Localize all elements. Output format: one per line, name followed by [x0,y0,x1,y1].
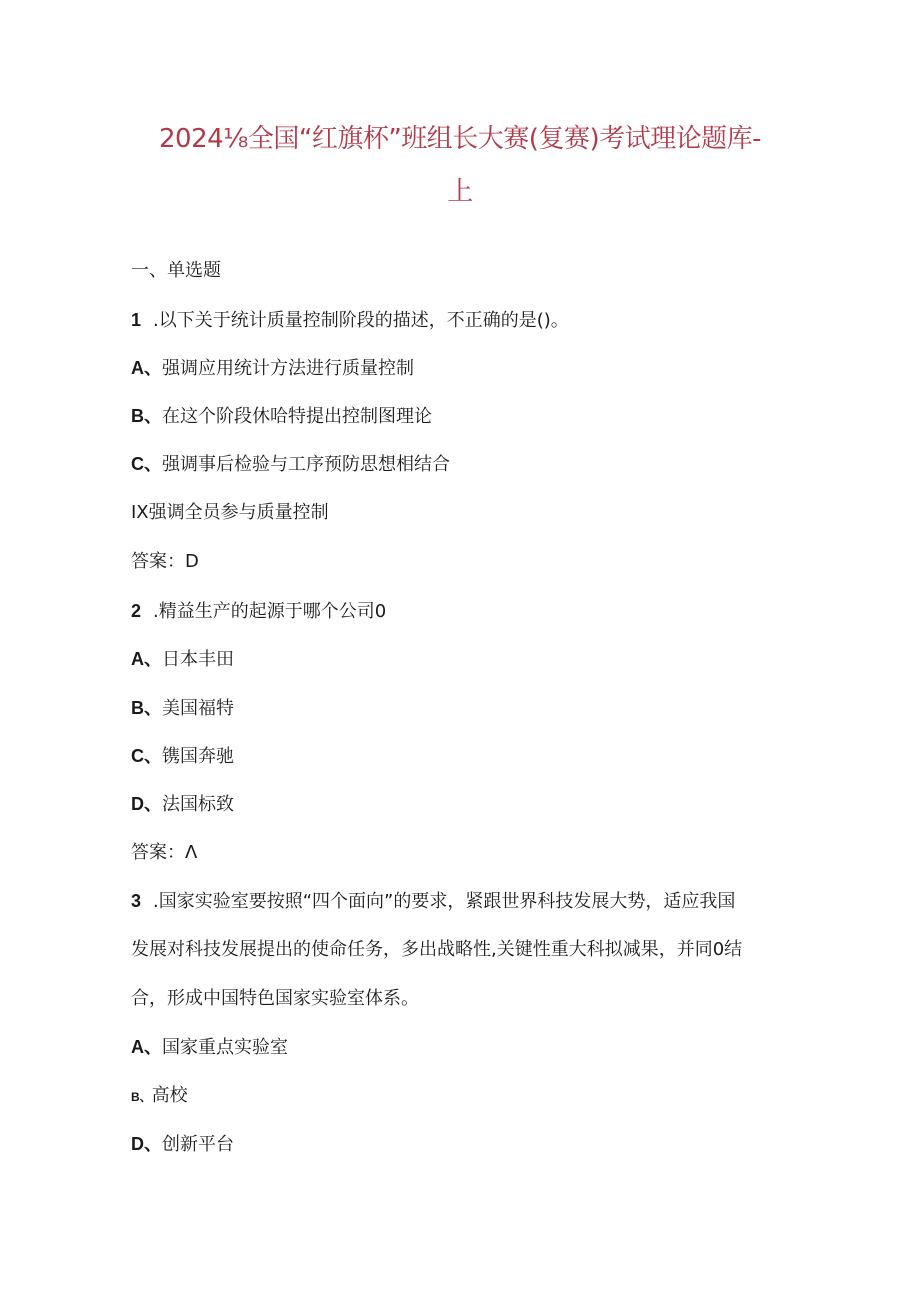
q2-answer: 答案：Λ [131,842,198,863]
option-text: 高校 [151,1085,188,1106]
option-letter: A、 [131,358,162,378]
q3-option-d [131,1133,234,1156]
q1-option-d [131,502,329,524]
question-number: 3 [131,891,142,911]
option-letter: D、 [131,794,162,814]
option-text: 法国标致 [162,794,234,815]
question-3-line-3: 合，形成中国特色国家实验室体系。 [131,988,419,1009]
option-letter: C、 [131,454,162,474]
q1-answer: 答案：D [131,551,199,572]
option-text: 在这个阶段休哈特提出控制图理论 [162,406,432,427]
option-text: 国家重点实验室 [162,1037,288,1058]
q2-option-a [131,648,234,671]
option-letter: A、 [131,649,162,669]
option-letter: B、 [131,698,162,718]
option-letter: B、 [131,1090,152,1104]
option-text: 强调事后检验与工序预防思想相结合 [162,454,450,475]
document-title-line-2: 上 [447,177,473,207]
question-text: .以下关于统计质量控制阶段的描述，不正确的是()。 [153,310,569,331]
question-text: .精益生产的起源于哪个公司0 [153,601,387,622]
q2-option-b [131,697,234,720]
option-letter: C、 [131,746,162,766]
option-letter: B、 [131,406,162,426]
question-2 [131,600,386,623]
q1-option-a [131,357,414,380]
question-3-line-2: 发展对科技发展提出的使命任务，多出战略性,关键性重大科拟减果，并同0结 [131,939,743,960]
option-letter: ⅠⅩ [131,502,149,523]
option-letter: D、 [131,1134,162,1154]
q2-option-d [131,793,234,816]
option-text: 美国福特 [162,698,234,719]
option-text: 日本丰田 [162,649,234,670]
question-1 [131,309,569,332]
question-number: 1 [131,310,142,330]
option-text: 镌国奔驰 [162,746,234,767]
option-text: 强调应用统计方法进行质量控制 [162,358,414,379]
question-text: .国家实验室要按照“四个面向”的要求，紧跟世界科技发展大势，适应我国 [153,891,736,912]
option-text: 强调全员参与质量控制 [148,502,329,523]
option-letter: A、 [131,1037,162,1057]
q1-option-c [131,453,450,476]
question-number: 2 [131,601,142,621]
document-title-line-1: 2024⅛全国“红旗杯”班组长大赛(复赛)考试理论题库- [159,124,761,154]
section-heading: 一、单选题 [131,260,221,281]
q3-option-a [131,1036,288,1059]
q2-option-c [131,745,234,768]
option-text: 创新平台 [162,1134,234,1155]
question-3 [131,890,735,913]
q3-option-b [131,1085,188,1108]
q1-option-b [131,405,432,428]
